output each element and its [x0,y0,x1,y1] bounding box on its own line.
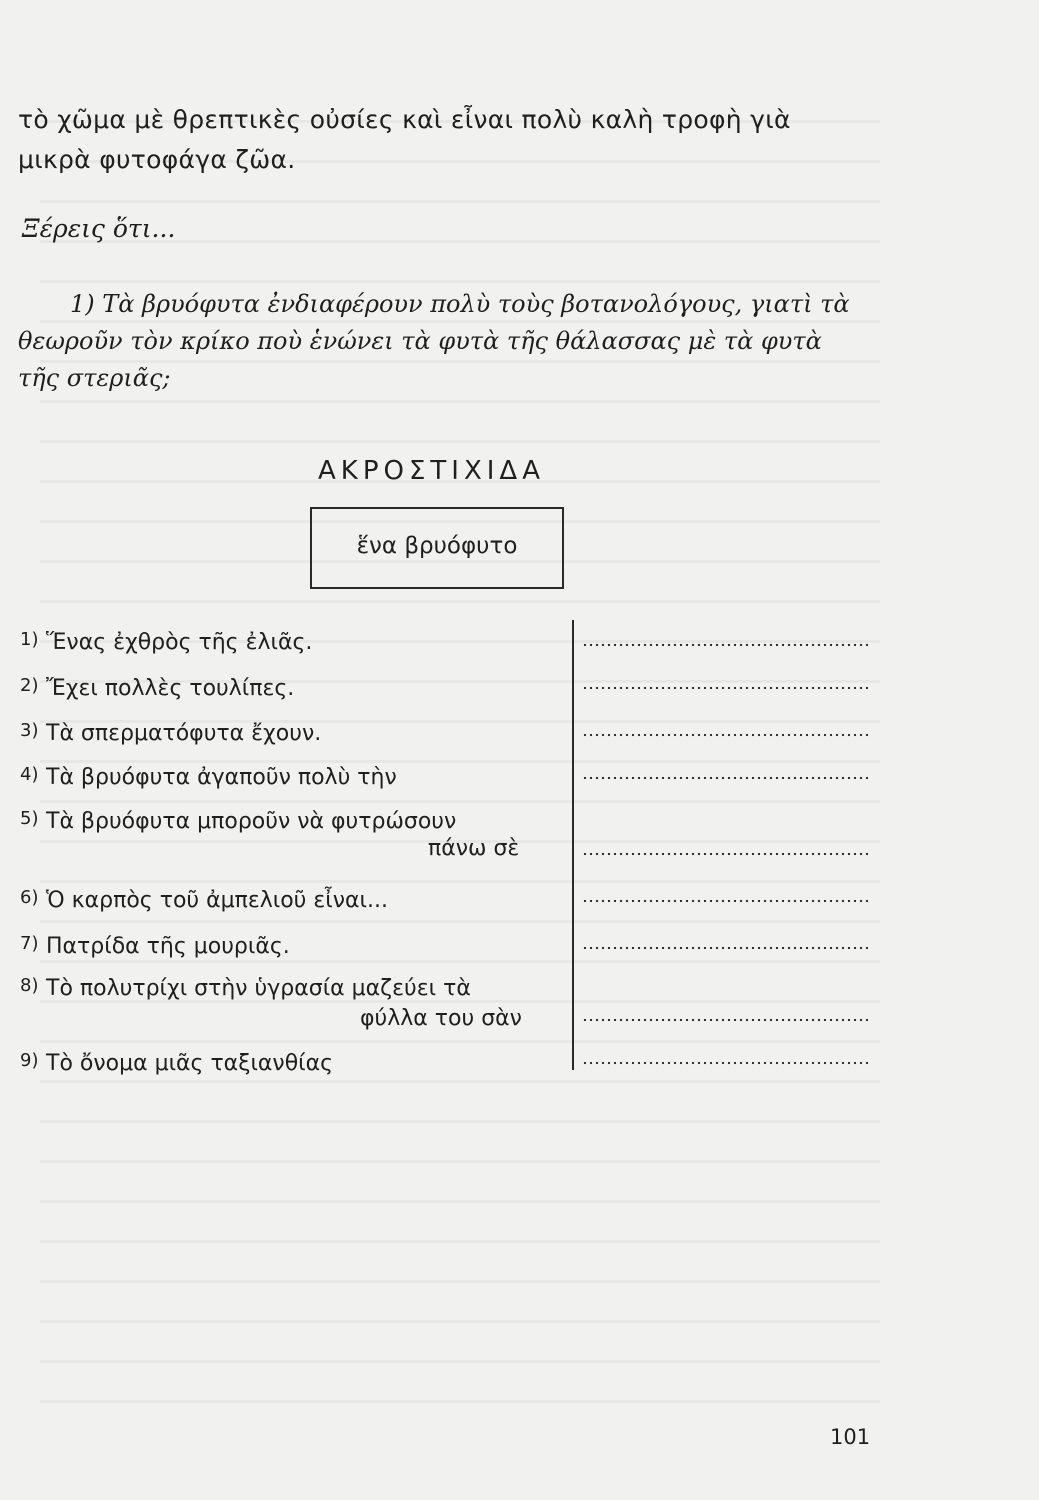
page-number: 101 [830,1425,871,1449]
answer-line-3[interactable] [582,733,868,737]
clue-text: Τὰ σπερματόφυτα ἔχουν. [46,721,322,746]
answer-line-8[interactable] [582,1018,868,1022]
clue-1 [20,625,312,658]
acrostic-vertical-line [572,620,574,1070]
answer-line-2[interactable] [582,686,868,690]
clue-text: Ὁ καρπὸς τοῦ ἀμπελιοῦ εἶναι... [46,888,388,913]
clue-5 [20,804,456,837]
did-you-know-heading: Ξέρεις ὅτι... [22,214,176,243]
clue-text: Τὸ ὄνομα μιᾶς ταξιανθίας [46,1051,334,1076]
clue-number: 8) [20,975,39,996]
clue-text: Τὰ βρυόφυτα ἀγαποῦν πολὺ τὴν [46,765,397,790]
clue-number: 4) [20,764,39,785]
clue-9 [20,1046,333,1079]
clue-3 [20,716,321,749]
answer-line-1[interactable] [582,643,868,647]
clue-text: Τὰ βρυόφυτα μποροῦν νὰ φυτρώσουν [46,809,457,834]
clue-text: Ἕνας ἐχθρὸς τῆς ἐλιᾶς. [46,630,313,655]
clue-text: Ἔχει πολλὲς τουλίπες. [46,676,295,701]
clue-6 [20,883,388,916]
fact-paragraph: 1) Τὰ βρυόφυτα ἐνδιαφέρουν πολὺ τοὺς βοτανολόγους, γιατὶ τὰ θεωροῦν τὸν κρίκο ποὺ ἑνώνει τὰ φυτὰ τῆς θάλασσας μὲ τὰ φυτὰ τῆς στεριᾶς; [18,290,850,392]
answer-line-5[interactable] [582,852,868,856]
clue-number: 3) [20,720,39,741]
clue-number: 6) [20,887,39,908]
clue-8 [20,971,471,1004]
clue-number: 5) [20,808,39,829]
clue-2 [20,671,294,704]
clue-text: Πατρίδα τῆς μουριᾶς. [46,934,290,959]
answer-box-label: ἕνα βρυόφυτο [356,533,518,559]
answer-line-7[interactable] [582,946,868,950]
answer-box [310,507,564,589]
answer-line-4[interactable] [582,776,868,780]
clue-number: 7) [20,933,39,954]
clue-number: 9) [20,1050,39,1071]
answer-line-6[interactable] [582,899,868,903]
clue-number: 1) [20,629,39,650]
clue-4 [20,760,397,793]
answer-line-9[interactable] [582,1061,868,1065]
clue-number: 2) [20,675,39,696]
intro-paragraph: τὸ χῶμα μὲ θρεπτικὲς οὐσίες καὶ εἶναι πολὺ καλὴ τροφὴ γιὰ μικρὰ φυτοφάγα ζῶα. [18,105,791,174]
clue-7 [20,929,290,962]
acrostic-title: ΑΚΡΟΣΤΙΧΙΔΑ [318,456,546,486]
clue-5-continuation: πάνω σὲ [428,836,520,861]
clue-text: Τὸ πολυτρίχι στὴν ὑγρασία μαζεύει τὰ [46,976,471,1001]
clue-8-continuation: φύλλα του σὰν [360,1006,522,1031]
